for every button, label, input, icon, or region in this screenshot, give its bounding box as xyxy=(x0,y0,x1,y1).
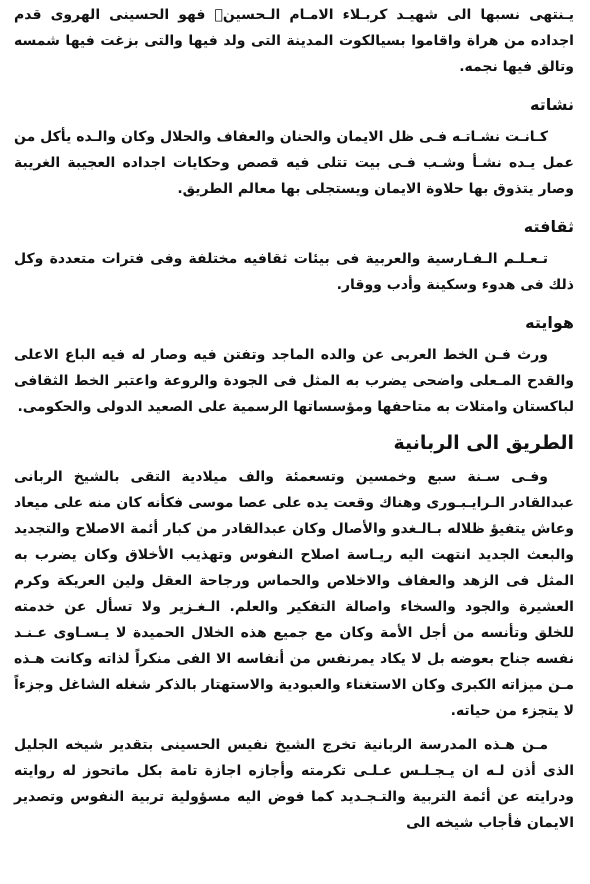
heading-hobby: هوايته xyxy=(525,313,574,332)
heading-culture: ثقافته xyxy=(523,217,574,236)
intro-paragraph: يـنتهى نسبها الى شهيـد كربـلاء الامـام الـحسينؑ فهو الحسينى الهروى قدم اجداده من هراة واقاموا بسيالكوت المدينة التى ولد فيها والتى بزغت فيها شمسه وتالق فيها نجمه. xyxy=(14,7,574,75)
culture-paragraph: تـعـلـم الـفـارسية والعربية فى بيئات ثقافيه مختلفة وفى فترات متعددة وكل ذلك فى هدوء وسكينة وأدب ووقار. xyxy=(14,251,574,293)
hobby-paragraph: ورث فـن الخط العربى عن والده الماجد وتفتن فيه وصار له فيه الباع الاعلى والقدح المـعلى واضحى يضرب به المثل فى الجودة والروعة واعتبر الخط الثقافى لباكستان وامتلات به متاحفها ومؤسساتها الرسمية على الصعيد الدولى والحكومى. xyxy=(14,347,574,415)
heading-upbringing: نشاته xyxy=(529,95,574,114)
upbringing-paragraph: كـانـت نشـاتـه فـى ظل الايمان والحنان والعفاف والحلال وكان والـده يأكل من عمل يـده نشـأ وشـب فـى بيت تتلى فيه قصص وحكايات اجداده العجيبة الغريبة وصار يتذوق بها حلاوة الايمان ويستجلى بها معالم الطريق. xyxy=(14,129,574,197)
paragraph-gap xyxy=(14,724,574,732)
path-paragraph-2: مـن هـذه المدرسة الربانية تخرج الشيخ نفيس الحسينى بتقدير شيخه الجليل الذى أذن لـه ان يـجـلـس عـلـى تكرمته وأجازه اجازة تامة بكل ماتحوز له روايته ودرايته عن أئمة التربية والتـجـديد كما فوض اليه مسؤولية تربية النفوس وتصدير الايمان فأجاب شيخه الى xyxy=(14,737,574,831)
heading-path-to-spirituality: الطريق الى الربانية xyxy=(393,432,574,454)
path-paragraph-1: وفـى سـنة سبع وخمسين وتسعمئة والف ميلادية التقى بالشيخ الربانى عبدالقادر الـرايـبـورى وهناك وقعت يده على عصا موسى فكأنه كان منه على ميعاد وعاش يتفيؤ ظلاله بـالـغدو والأصال وكان عبدالقادر من كبار أئمة الاصلاح والتجديد والبعث الجديد انتهت اليه ريـاسة اصلاح النفوس وتهذيب الأخلاق وكان يضرب به المثل فى الزهد والعفاف والاخلاص والحماس ورجاحة العقل ولين العريكة وكرم العشيرة والجود والسخاء واصالة التفكير والعلم. الـغـزير ولا تسأل عن خدمته للخلق وتأنسه من أجل الأمة وكان مع جميع هذه الخلال الحميدة لا يـسـاوى عـنـد نفسه جناح بعوضه بل لا يكاد يمرنفس من أنفاسه الا الفى منكراً لذاته وكانت هـذه مـن ميزاته الكبرى وكان الاستغناء والعبودية والاستهتار بالذكر شغله الشاغل وجزءاً لا يتجزء من حياته. xyxy=(14,469,574,719)
